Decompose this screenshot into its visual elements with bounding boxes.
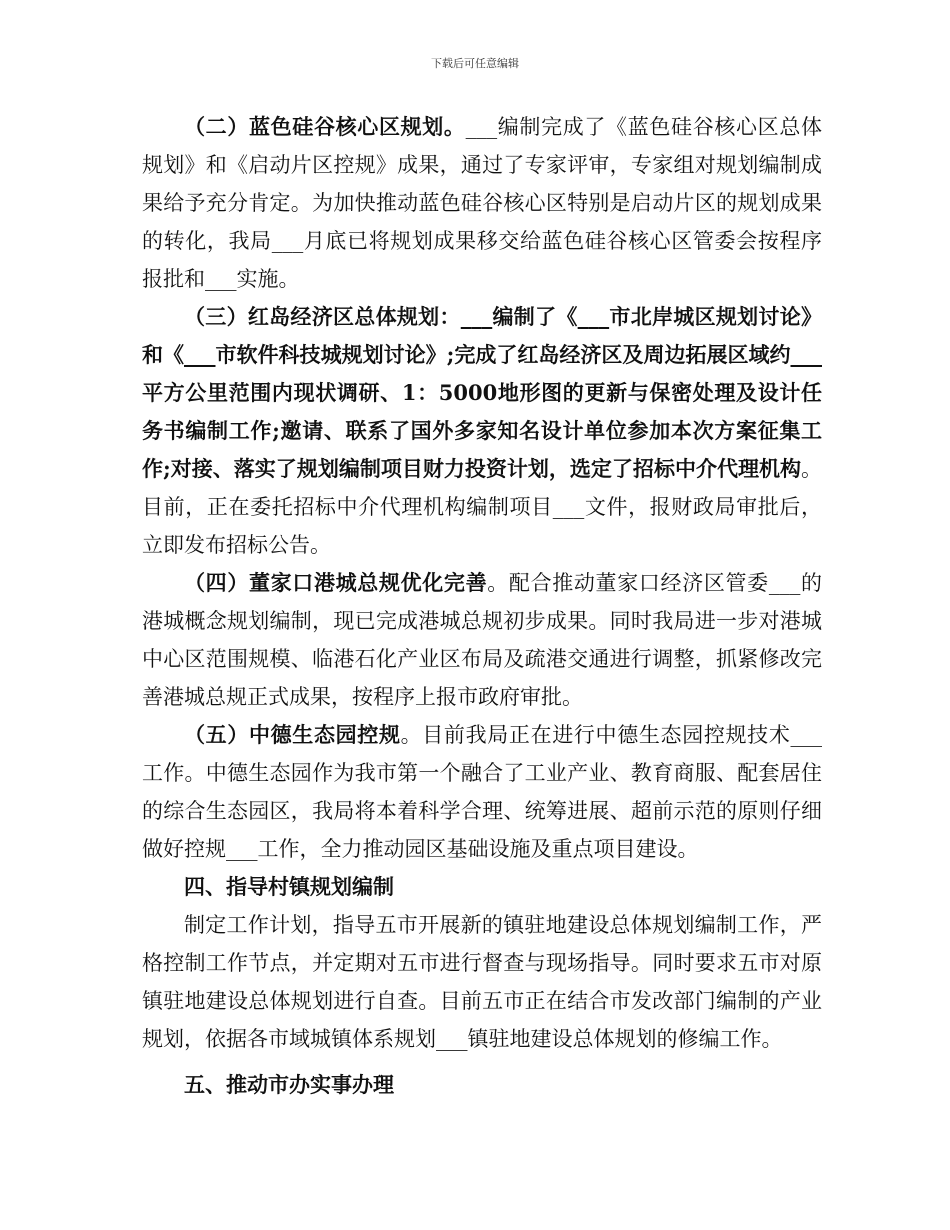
section-2-title: （二）蓝色硅谷核心区规划。 xyxy=(184,114,466,139)
section-4-title: （四）董家口港城总规优化完善 xyxy=(184,570,488,595)
section-2-body: ___编制完成了《蓝色硅谷核心区总体规划》和《启动片区控规》成果，通过了专家评审，专家组对规划编制成果给予充分肯定。为加快推动蓝色硅谷核心区特别是启动片区的规划成果的转化，我局___月底已将规划成果移交给蓝色硅谷核心区管委会按程序报批和___实施。 xyxy=(142,115,823,291)
paragraph-section-4 xyxy=(142,564,822,716)
paragraph-section-5 xyxy=(142,716,822,868)
paragraph-heading-four: 制定工作计划，指导五市开展新的镇驻地建设总体规划编制工作，严格控制工作节点，并定期对五市进行督查与现场指导。同时要求五市对原镇驻地建设总体规划进行自查。目前五市正在结合市发改部门编制的产业规划，依据各市域城镇体系规划___镇驻地建设总体规划的修编工作。 xyxy=(142,913,822,1051)
document-body xyxy=(142,108,822,1104)
section-3-body: 。目前，正在委托招标中介代理机构编制项目___文件，报财政局审批后，立即发布招标公告。 xyxy=(142,457,822,557)
paragraph-section-2 xyxy=(142,108,822,298)
heading-four: 四、指导村镇规划编制 xyxy=(184,875,394,899)
paragraph-section-3 xyxy=(142,298,822,564)
section-3-bold-text: （三）红岛经济区总体规划：___编制了《___市北岸城区规划讨论》和《___市软件科技城规划讨论》;完成了红岛经济区及周边拓展区域约___平方公里范围内现状调研、1：5000地形图的更新与保密处理及设计任务书编制工作;邀请、联系了国外多家知名设计单位参加本次方案征集工作;对接、落实了规划编制项目财力投资计划，选定了招标中介代理机构 xyxy=(142,304,822,481)
section-5-body: 。目前我局正在进行中德生态园控规技术___工作。中德生态园作为我市第一个融合了工业产业、教育商服、配套居住的综合生态园区，我局将本着科学合理、统筹进展、超前示范的原则仔细做好控规___工作，全力推动园区基础设施及重点项目建设。 xyxy=(142,723,823,861)
section-4-body: 。配合推动董家口经济区管委___的港城概念规划编制，现已完成港城总规初步成果。同时我局进一步对港城中心区范围规模、临港石化产业区布局及疏港交通进行调整，抓紧修改完善港城总规正式成果，按程序上报市政府审批。 xyxy=(142,571,822,709)
heading-five: 五、推动市办实事办理 xyxy=(184,1073,394,1097)
page-header: 下载后可任意编辑 xyxy=(431,57,519,70)
spacer xyxy=(142,1058,822,1066)
section-5-title: （五）中德生态园控规 xyxy=(184,722,401,747)
